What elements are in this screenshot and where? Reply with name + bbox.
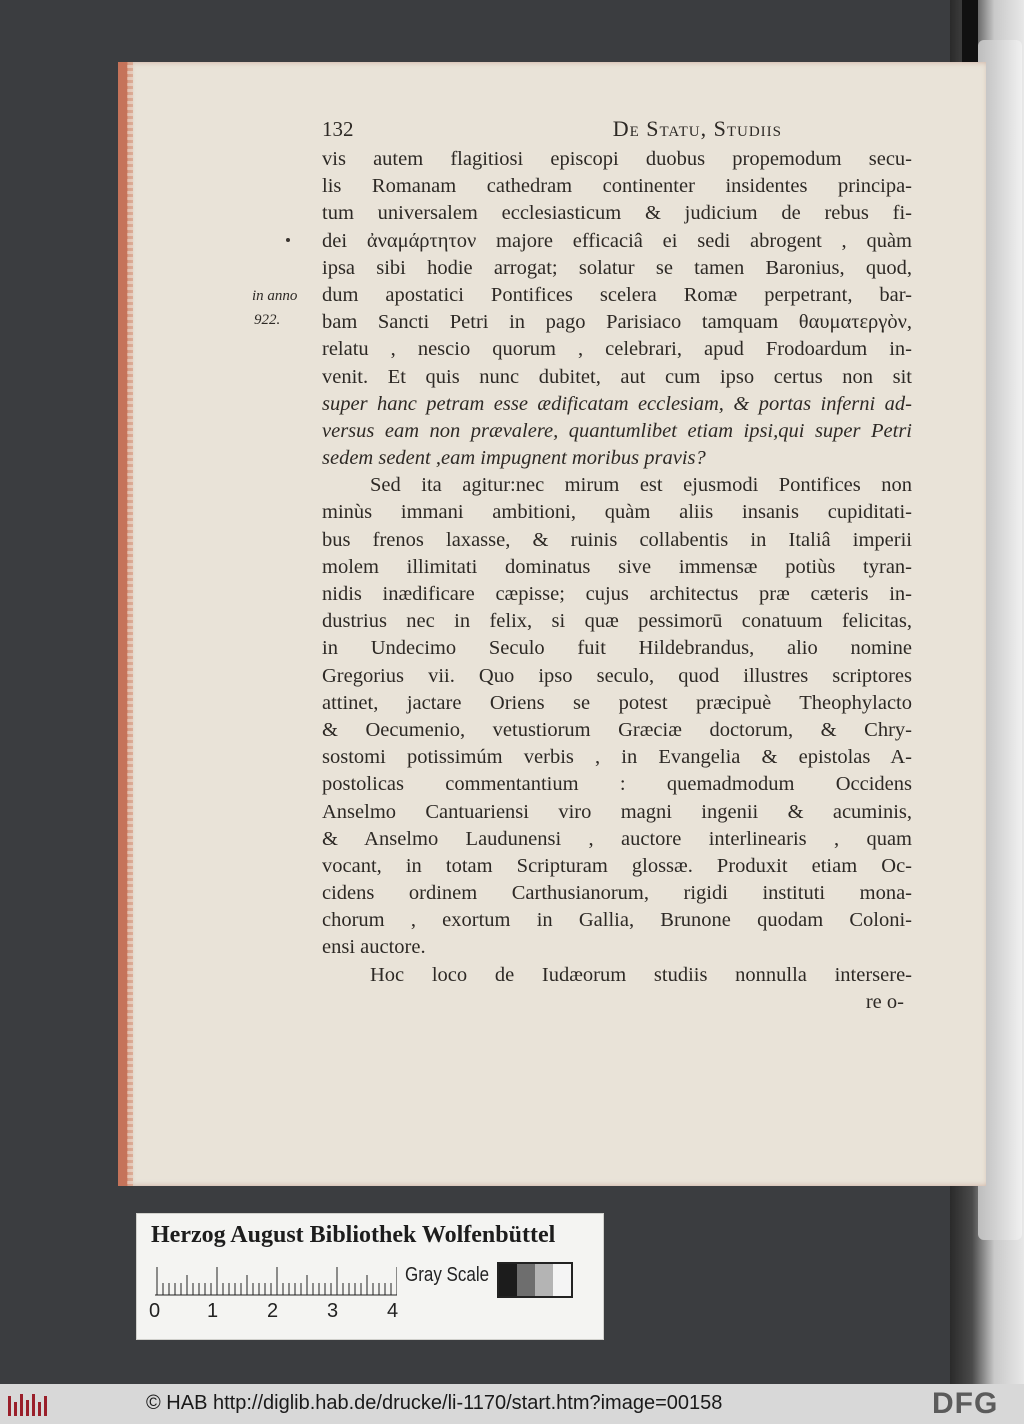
page-number: 132 (322, 117, 354, 141)
text-line: bus frenos laxasse, & ruinis collabentis in Italiâ imperii (322, 528, 912, 551)
text-line: lis Romanam cathedram continenter insidentes principa- (322, 175, 912, 198)
running-title: De Statu, Studiis (612, 116, 782, 141)
ruler-label: 2 (267, 1300, 279, 1322)
italic-text-line: super hanc petram esse ædificatam ecclesiam, & portas inferni ad- (322, 392, 912, 415)
text-line: Anselmo Cantuariensi viro magni ingenii & acuminis, (322, 800, 912, 823)
footer-bar (0, 1384, 1024, 1424)
ruler-labels (149, 1300, 409, 1326)
gray-swatch (499, 1264, 517, 1296)
text-line: molem illimitati dominatus sive immensæ potiùs tyran- (322, 555, 912, 578)
text-line: Gregorius vii. Quo ipso seculo, quod illustres scriptores (322, 664, 912, 687)
italic-text-line: sedem sedent ,eam impugnent moribus pravis? (322, 447, 706, 470)
text-line: minùs immani ambitioni, quàm aliis insanis cupiditati- (322, 501, 912, 524)
text-line: dum apostatici Pontifices scelera Romæ perpetrant, bar- (322, 283, 912, 306)
text-line: & Anselmo Laudunensi , auctore interlinearis , quam (322, 827, 912, 850)
ruler-label: 4 (387, 1300, 399, 1322)
text-line: ipsa sibi hodie arrogat; solatur se tamen Baronius, quod, (322, 256, 912, 279)
dfg-logo: DFG (932, 1387, 999, 1420)
italic-text-line: versus eam non prævalere, quantumlibet etiam ipsi,qui super Petri (322, 419, 912, 442)
text-line: sostomi potissimúm verbis , in Evangelia & epistolas A- (322, 746, 912, 769)
page-text (322, 116, 912, 1016)
gray-swatch (535, 1264, 553, 1296)
text-line: dei ἀναμάρτητον majore efficaciâ ei sedi abrogent , quàm (322, 229, 912, 252)
ruler-label: 0 (149, 1300, 161, 1322)
gray-swatch (517, 1264, 535, 1296)
scanner-clip (962, 0, 978, 70)
text-line: nidis inædificare cæpisse; cujus architectus præ cæteris in- (322, 583, 912, 605)
text-line: cidens ordinem Carthusianorum, rigidi instituti mona- (322, 882, 912, 905)
paragraph-start-line: Sed ita agitur:nec mirum est ejusmodi Pontifices non (370, 474, 912, 497)
gray-scale-swatches (497, 1262, 573, 1298)
catchword: re o- (865, 990, 904, 1013)
ruler-label: 1 (207, 1300, 219, 1322)
color-reference-card (136, 1213, 604, 1340)
ruler-label: 3 (327, 1300, 339, 1322)
gray-swatch (553, 1264, 571, 1296)
text-line: dustrius nec in felix, si quæ pessimorū conatuum felicitas, (322, 610, 912, 633)
margin-note-year-label: in anno (252, 288, 298, 304)
text-line: relatu , nescio quorum , celebrari, apud Frodoardum in- (322, 338, 912, 361)
page-edge-red (127, 62, 133, 1186)
text-line: ensi auctore. (322, 936, 426, 959)
hab-logo-icon (8, 1392, 48, 1416)
text-line: vis autem flagitiosi episcopi duobus propemodum secu- (322, 148, 912, 170)
library-name: Herzog August Bibliothek Wolfenbüttel (151, 1222, 556, 1248)
text-line: postolicas commentantium : quemadmodum Occidens (322, 773, 912, 796)
page-header (322, 116, 912, 146)
ruler-scale (155, 1266, 397, 1296)
paragraph-start-line: Hoc loco de Iudæorum studiis nonnulla intersere- (370, 963, 912, 986)
text-line: vocant, in totam Scripturam glossæ. Produxit etiam Oc- (322, 854, 912, 877)
text-line: attinet, jactare Oriens se potest præcipuè Theophylacto (322, 691, 912, 714)
text-line: chorum , exortum in Gallia, Brunone quodam Coloni- (322, 909, 912, 932)
text-line: bam Sancti Petri in pago Parisiaco tamquam θαυματεργὸν, (322, 311, 912, 334)
text-line: & Oecumenio, vetustiorum Græciæ doctorum, & Chry- (322, 718, 912, 741)
text-line: in Undecimo Seculo fuit Hildebrandus, alio nomine (322, 637, 912, 660)
gray-scale-label: Gray Scale (405, 1264, 490, 1286)
margin-note-year: 922. (254, 312, 281, 328)
footer-url[interactable]: © HAB http://diglib.hab.de/drucke/li-1170/start.htm?image=00158 (146, 1392, 723, 1414)
text-line: tum universalem ecclesiasticum & judicium de rebus fi- (322, 202, 912, 225)
margin-mark (286, 238, 290, 242)
text-line: venit. Et quis nunc dubitet, aut cum ipso certus non sit (322, 365, 912, 388)
